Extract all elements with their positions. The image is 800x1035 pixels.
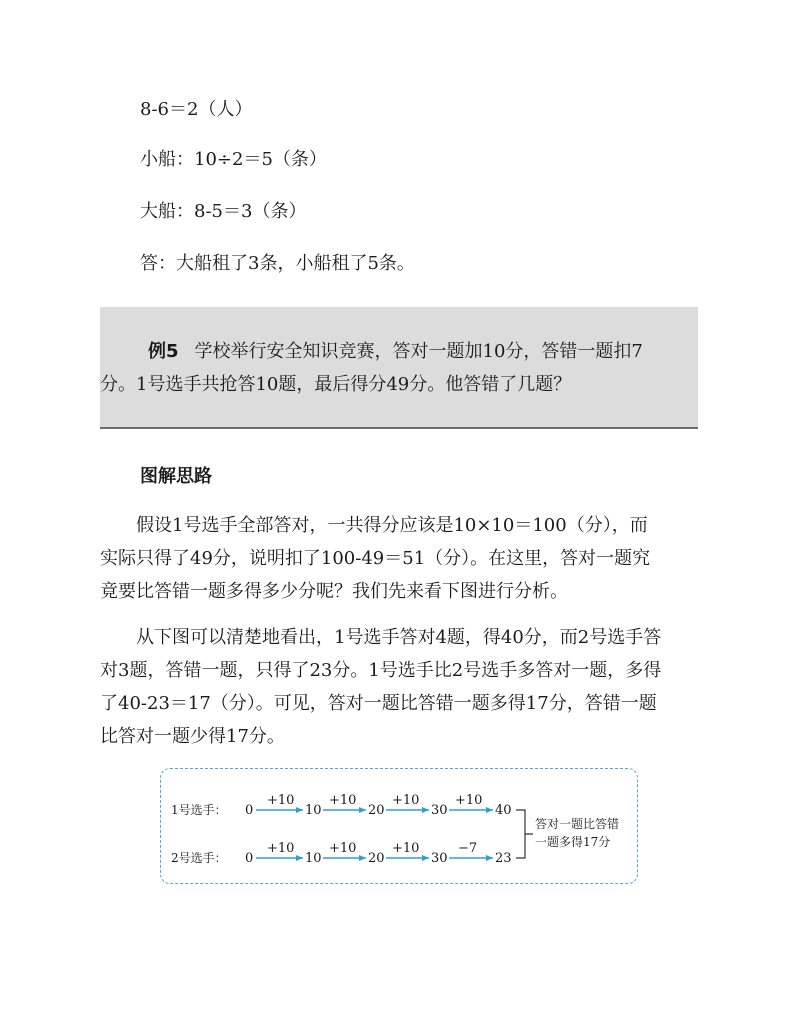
paragraph2-line-2: 对3题，答错一题，只得了23分。1号选手比2号选手多答对一题，多得 [100,660,662,681]
example-line-2: 分。1号选手共抢答10题，最后得分49分。他答错了几题？ [100,374,572,395]
paragraph1-line-3: 竟要比答错一题多得多少分呢？我们先来看下图进行分析。 [100,581,568,602]
paragraph2-line-4: 比答对一题少得17分。 [100,726,285,747]
row1-step-1: +10 [267,793,295,808]
row2-value-3: 30 [431,851,448,866]
row2-label: 2号选手： [171,851,227,865]
row1-step-3: +10 [392,793,420,808]
paragraph1-line-2: 实际只得了49分，说明扣了100-49＝51（分）。在这里，答对一题究 [100,548,651,569]
row2-value-2: 20 [368,851,385,866]
row1-value-2: 20 [368,803,385,818]
row2-step-4: −7 [458,841,478,856]
row1-value-3: 30 [431,803,448,818]
example-box [100,307,698,429]
paragraph2-line-1: 从下图可以清楚地看出，1号选手答对4题，得40分，而2号选手答 [100,627,662,648]
row2-value-1: 10 [305,851,322,866]
score-diagram [160,768,638,884]
row2-step-3: +10 [392,841,420,856]
example-line-1 [148,340,643,364]
section-title: 图解思路 [140,466,212,487]
solution-line-1: 8-6＝2（人） [140,99,253,120]
row2-step-1: +10 [267,841,295,856]
note-line-1: 答对一题比答错 [535,817,620,831]
score-diagram-svg [161,769,639,885]
example-text-1: 学校举行安全知识竞赛，答对一题加10分，答错一题扣7 [194,341,643,362]
solution-line-3: 大船：8-5＝3（条） [140,201,307,222]
answer-line: 答：大船租了3条，小船租了5条。 [140,253,415,274]
paragraph2-line-3: 了40-23＝17（分）。可见，答对一题比答错一题多得17分，答错一题 [100,693,657,714]
row1-value-0: 0 [245,803,254,818]
paragraph1-line-1: 假设1号选手全部答对，一共得分应该是10×10＝100（分），而 [100,515,648,536]
row1-label: 1号选手： [171,803,227,817]
solution-line-2: 小船：10÷2＝5（条） [140,149,327,170]
row1-value-4: 40 [495,803,512,818]
comparison-bracket [516,810,533,858]
row1-step-4: +10 [455,793,483,808]
row1-step-2: +10 [329,793,357,808]
example-label: 例5 [148,341,179,362]
note-line-2: 一题多得17分 [535,835,611,849]
row2-value-4: 23 [495,851,512,866]
row2-step-2: +10 [329,841,357,856]
row2-value-0: 0 [245,851,254,866]
row1-value-1: 10 [305,803,322,818]
